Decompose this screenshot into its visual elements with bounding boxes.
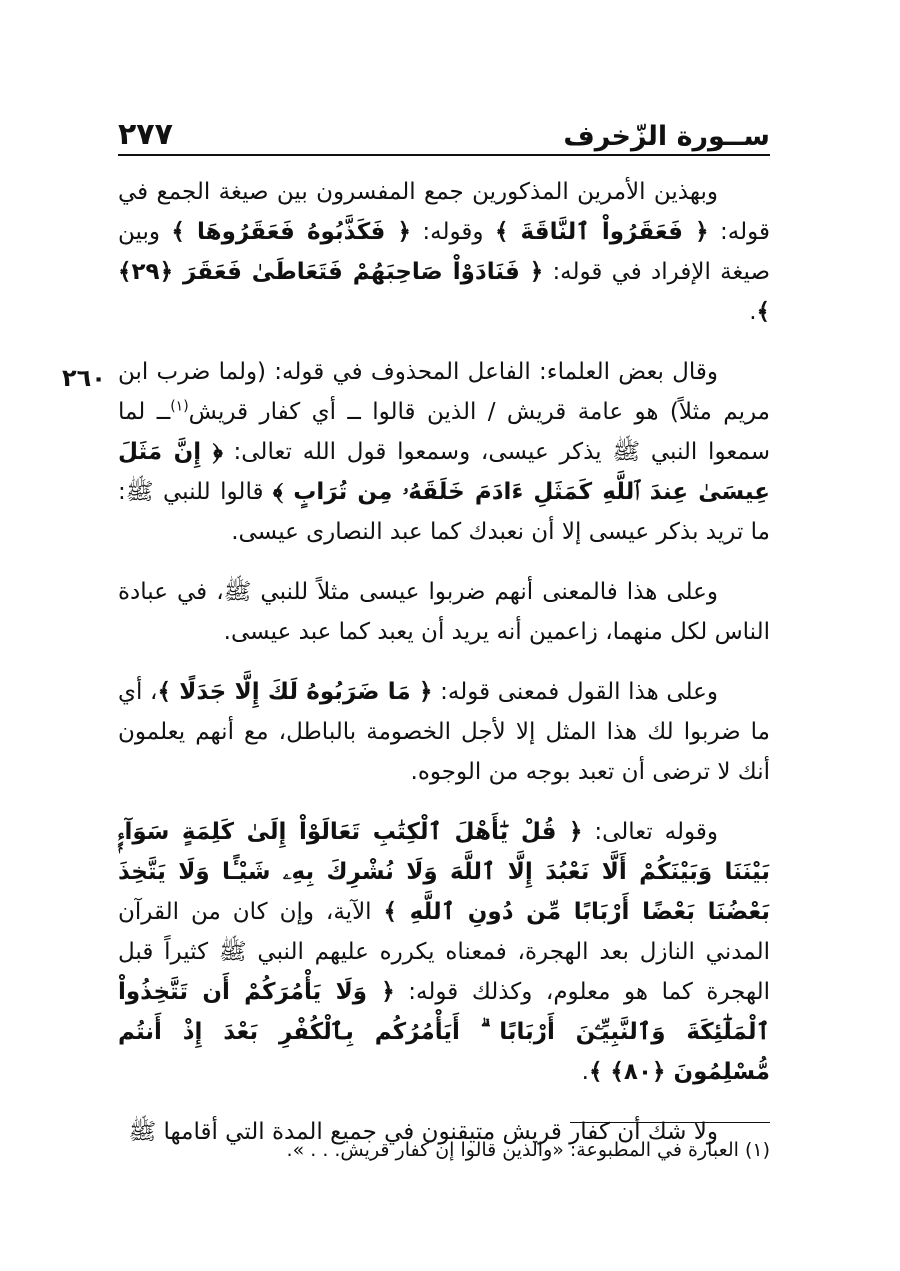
text-run: وعلى هذا القول فمعنى قوله: bbox=[432, 679, 718, 705]
text-run: وعلى هذا فالمعنى أنهم ضربوا عيسى مثلاً للنبي ﷺ، في عبادة الناس لكل منهما، زاعمين أنه يريد أن يعبد كما عبد عيسى. bbox=[118, 579, 770, 645]
quran-quote: ﴿ إِنَّ مَثَلَ عِيسَىٰ عِندَ ٱللَّهِ كَمَثَلِ ءَادَمَ خَلَقَهُۥ مِن تُرَابٍ ﴾ bbox=[118, 439, 770, 505]
text-run: قالوا للنبي ﷺ: ما تريد بذكر عيسى إلا أن نعبدك كما عبد النصارى عيسى. bbox=[118, 479, 770, 545]
text-run: وبين صيغة الإفراد في قوله: bbox=[118, 219, 770, 285]
footnote-divider bbox=[570, 1122, 770, 1123]
text-run: وبهذين الأمرين المذكورين جمع المفسرون بين صيغة الجمع في قوله: bbox=[118, 179, 770, 245]
paragraph-5 bbox=[118, 812, 770, 1092]
text-run: ــ لما سمعوا النبي ﷺ يذكر عيسى، وسمعوا قول الله تعالى: bbox=[118, 399, 770, 465]
text-run: . bbox=[581, 1059, 589, 1085]
paragraph-4 bbox=[118, 672, 770, 792]
margin-page-number: ٢٦٠ bbox=[62, 364, 106, 392]
footnote: (١) العبارة في المطبوعة: «والذين قالوا إن كفار قريش. . . ». bbox=[286, 1139, 770, 1161]
text-run: وقوله: bbox=[410, 219, 495, 245]
text-run: ولا شك أن كفار قريش متيقنون في جميع المدة التي أقامها ﷺ bbox=[128, 1119, 718, 1145]
quran-quote: ﴿ وَلَا يَأْمُرَكُمْ أَن تَتَّخِذُواْ ٱلْمَلَٰٓئِكَةَ وَٱلنَّبِيِّـۧنَ أَرْبَابًا ۗ أَيَأْمُرُكُم بِٱلْكُفْرِ بَعْدَ إِذْ أَنتُم مُّسْلِمُونَ ﴿٨٠﴾ ﴾ bbox=[118, 979, 770, 1085]
text-run: الآية، وإن كان من القرآن المدني النازل بعد الهجرة، فمعناه يكرره عليهم النبي ﷺ كثيراً قبل الهجرة كما هو معلوم، وكذلك قوله: bbox=[118, 899, 770, 1005]
header-divider bbox=[118, 154, 770, 156]
footnote-reference: (١) bbox=[170, 398, 189, 415]
quran-quote: ﴿ فَعَقَرُواْ ٱلنَّاقَةَ ﴾ bbox=[494, 219, 709, 245]
surah-title: ســورة الزّخرف bbox=[563, 121, 770, 152]
text-run: . bbox=[749, 299, 757, 325]
text-run: وقال بعض العلماء: الفاعل المحذوف في قوله: (ولما ضرب ابن مريم مثلاً) هو عامة قريش / الذين قالوا ــ أي كفار قريش bbox=[118, 359, 770, 425]
paragraph-2 bbox=[118, 352, 770, 552]
page-number: ٢٧٧ bbox=[118, 117, 173, 152]
paragraph-3 bbox=[118, 572, 770, 652]
quran-quote: ﴿ قُلْ يَٰٓأَهْلَ ٱلْكِتَٰبِ تَعَالَوْاْ إِلَىٰ كَلِمَةٍ سَوَآءٍۭ بَيْنَنَا وَبَيْنَكُمْ أَلَّا نَعْبُدَ إِلَّا ٱللَّهَ وَلَا نُشْرِكَ بِهِۦ شَيْـًٔا وَلَا يَتَّخِذَ بَعْضُنَا بَعْضًا أَرْبَابًا مِّن دُونِ ٱللَّهِ ﴾ bbox=[118, 819, 770, 925]
quran-quote: ﴿ مَا ضَرَبُوهُ لَكَ إِلَّا جَدَلًا ﴾ bbox=[157, 679, 433, 705]
quran-quote: ﴿ فَنَادَوْاْ صَاحِبَهُمْ فَتَعَاطَىٰ فَعَقَرَ ﴿٢٩﴾ ﴾ bbox=[118, 259, 770, 325]
quran-quote: ﴿ فَكَذَّبُوهُ فَعَقَرُوهَا ﴾ bbox=[171, 219, 411, 245]
text-run: ، أي ما ضربوا لك هذا المثل إلا لأجل الخصومة بالباطل، مع أنهم يعلمون أنك لا ترضى أن تعبد بوجه من الوجوه. bbox=[118, 679, 770, 785]
paragraph-1 bbox=[118, 172, 770, 332]
text-run: وقوله تعالى: bbox=[582, 819, 718, 845]
body-text bbox=[118, 172, 770, 1172]
page-header bbox=[118, 108, 770, 152]
